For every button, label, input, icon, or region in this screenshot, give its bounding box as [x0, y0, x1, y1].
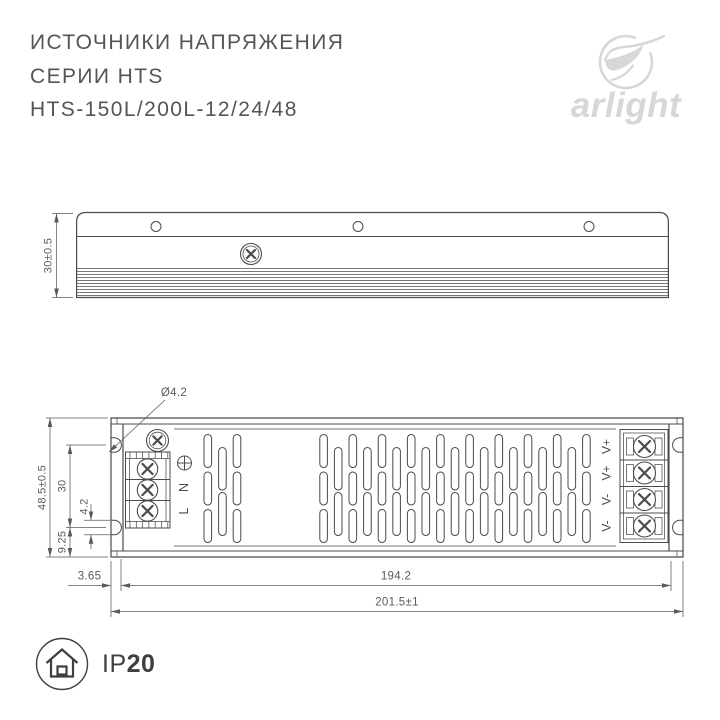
front-view-drawing [36, 387, 683, 617]
vent-slot [204, 435, 212, 468]
vent-slot [364, 448, 372, 491]
vent-slot [583, 472, 591, 505]
title-line-3: HTS-150L/200L-12/24/48 [30, 98, 298, 121]
vent-slot [553, 510, 561, 543]
vent-slot [422, 448, 430, 491]
top-view-outline [77, 213, 669, 298]
screw-icon [147, 430, 169, 452]
vent-slot [539, 493, 547, 536]
terminal-clamp [627, 465, 634, 482]
house-icon [47, 650, 78, 677]
vent-slot [320, 510, 328, 543]
indoor-use-icon [34, 636, 90, 692]
vent-slot [219, 448, 227, 491]
dim-top-view-height [42, 214, 73, 298]
vent-slot [524, 510, 532, 543]
vent-slot [524, 472, 532, 505]
output-terminal-block [620, 430, 668, 543]
vent-slot [451, 493, 459, 536]
output-terminal-labels [600, 439, 614, 532]
vent-slot [480, 448, 488, 491]
vent-slot [349, 472, 357, 505]
vent-slot [349, 510, 357, 543]
dim-label-overall-width: 201.5±1 [375, 596, 419, 609]
vent-slot [364, 493, 372, 536]
vent-slot [480, 493, 488, 536]
vent-slot [407, 472, 415, 505]
title-line-1: ИСТОЧНИКИ НАПРЯЖЕНИЯ [30, 31, 345, 54]
ip-rating-badge [34, 636, 155, 692]
vent-slot [393, 448, 401, 491]
terminal-clamp [627, 438, 634, 455]
heatsink-ribs [77, 269, 669, 296]
dim-label-edge-offset: 3.65 [77, 570, 102, 583]
vent-slot [233, 510, 241, 543]
dim-label-hole-spacing-v: 30 [56, 479, 69, 493]
ip-value: 20 [126, 649, 156, 678]
ip-rating-text [102, 650, 155, 679]
screw-icon [241, 244, 262, 265]
vent-slot [568, 493, 576, 536]
vent-slot [495, 435, 503, 468]
input-label-line: L [176, 507, 191, 515]
vent-slot [583, 435, 591, 468]
vent-slot [334, 493, 342, 536]
input-terminal-block [126, 430, 171, 529]
vent-slot [378, 472, 386, 505]
vent-slot [553, 435, 561, 468]
vent-slot [510, 448, 518, 491]
arlight-logo-text: arlight [570, 86, 682, 125]
vent-slot [495, 510, 503, 543]
dim-label-slot-width: 4.2 [78, 498, 91, 515]
vent-slot [349, 435, 357, 468]
output-label-vplus-1: V+ [599, 438, 614, 455]
vent-slot [393, 493, 401, 536]
mounting-hole [353, 222, 363, 232]
input-label-neutral: N [176, 482, 191, 493]
vent-slot [568, 448, 576, 491]
vent-slot [378, 510, 386, 543]
vent-slot [320, 435, 328, 468]
ground-icon [178, 456, 192, 470]
vent-slot [466, 472, 474, 505]
top-view-drawing [42, 213, 668, 298]
vent-slot [219, 493, 227, 536]
vent-slot [437, 510, 445, 543]
vent-slot [204, 472, 212, 505]
vent-slot [451, 448, 459, 491]
dim-label-overall-height: 48.5±0.5 [36, 464, 49, 511]
vent-slot [583, 510, 591, 543]
terminal-clamp [627, 518, 634, 535]
vent-slot [510, 493, 518, 536]
vent-slot [524, 435, 532, 468]
vent-slots [204, 435, 590, 543]
vent-slot [437, 472, 445, 505]
output-label-vminus-2: V- [599, 520, 614, 532]
vent-slot [233, 472, 241, 505]
mounting-hole [151, 222, 161, 232]
vent-slot [553, 472, 561, 505]
dim-label-height-top: 30±0.5 [42, 237, 55, 274]
vent-slot [466, 435, 474, 468]
vent-slot [407, 510, 415, 543]
vent-slot [495, 472, 503, 505]
vent-slot [204, 510, 212, 543]
output-label-vplus-2: V+ [599, 465, 614, 481]
output-label-vminus-1: V- [599, 493, 614, 506]
vent-slot [233, 435, 241, 468]
vent-slot [334, 448, 342, 491]
vent-slot [422, 493, 430, 536]
ip-prefix: IP [102, 649, 127, 678]
mounting-hole [584, 222, 594, 232]
terminal-clamp [627, 491, 634, 508]
title-line-2: СЕРИИ HTS [30, 64, 164, 88]
vent-slot [378, 435, 386, 468]
vent-slot [466, 510, 474, 543]
input-terminal-screws [137, 459, 157, 521]
vent-slot [407, 435, 415, 468]
vent-slot [539, 448, 547, 491]
mounting-holes [151, 222, 594, 232]
dim-label-hole-to-bottom: 9.25 [56, 530, 69, 554]
vent-slot [320, 472, 328, 505]
vent-slot [437, 435, 445, 468]
dim-label-hole-diameter: Ø4.2 [160, 387, 188, 399]
dim-label-hole-spacing-h: 194.2 [380, 570, 412, 583]
